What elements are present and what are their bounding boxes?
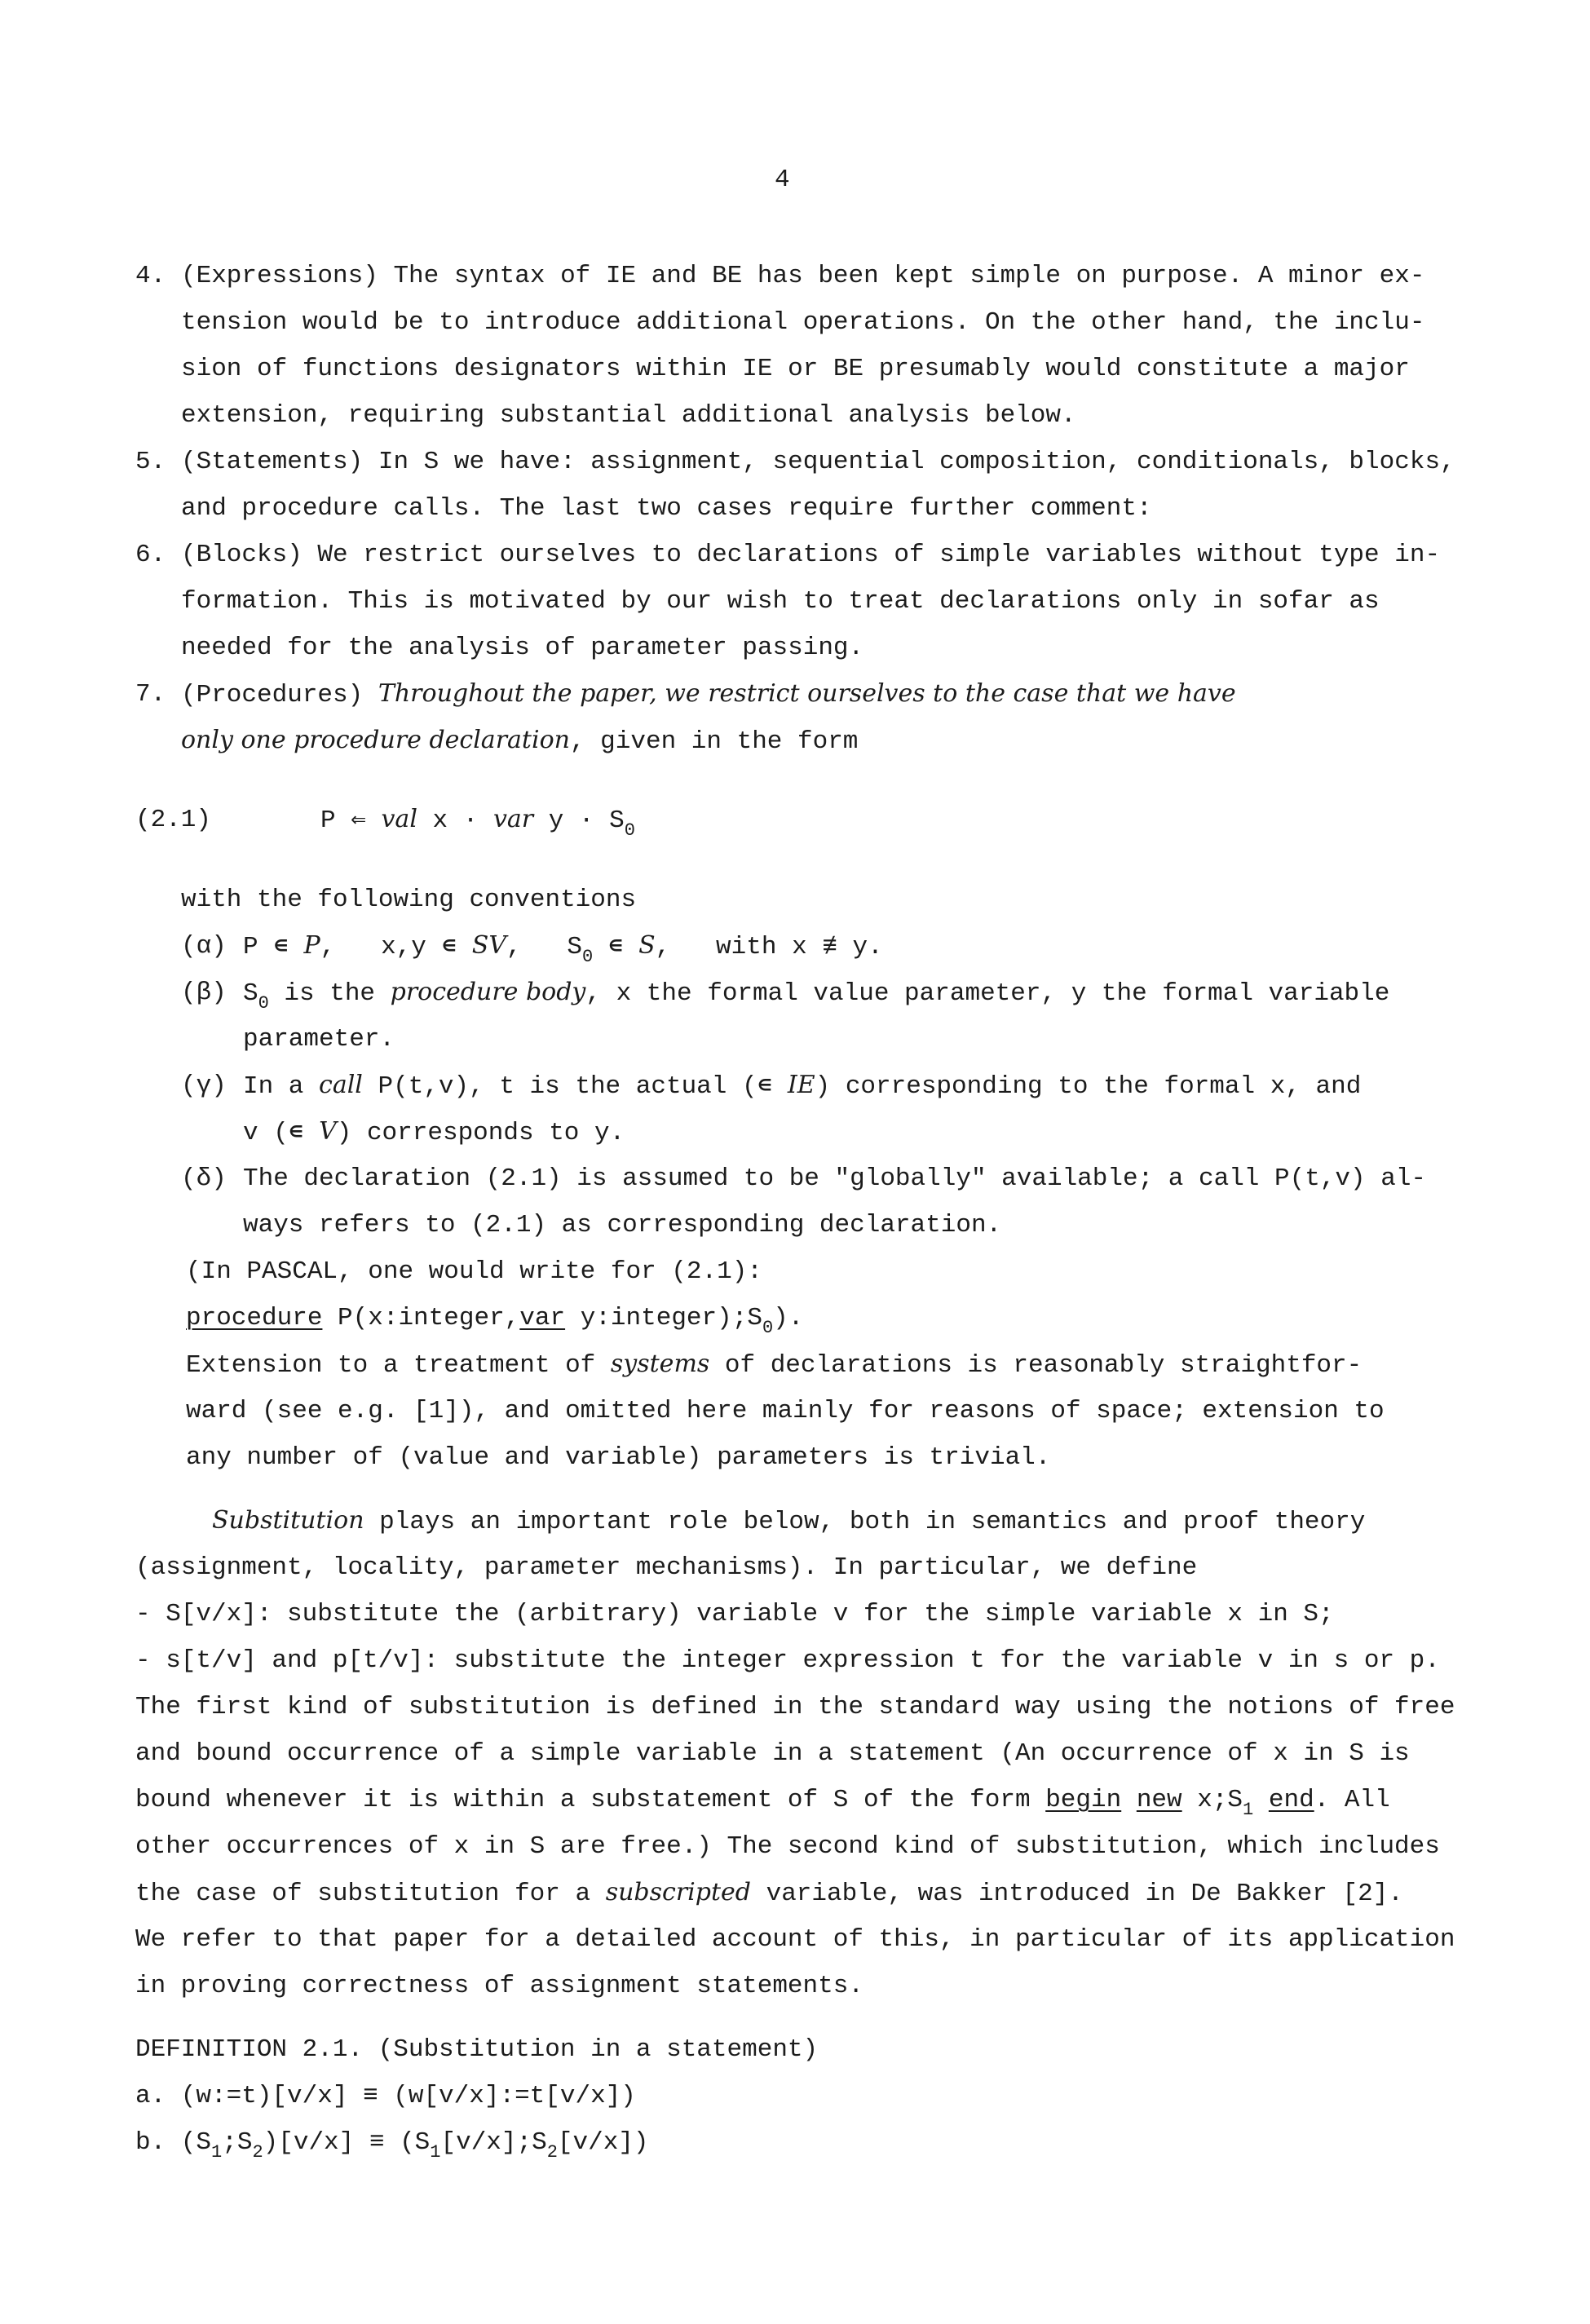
- substitution-line-3: - S[v/x]: substitute the (arbitrary) variable v for the simple variable x in S;: [135, 1600, 1334, 1628]
- substitution-l9a: the case of substitution for a: [135, 1880, 606, 1908]
- substitution-l1b: plays an important role below, both in semantics and proof theory: [364, 1508, 1366, 1536]
- formula-var: var: [492, 805, 534, 833]
- item-7-heading: (Procedures): [181, 681, 378, 709]
- page-number: 4: [775, 166, 790, 194]
- alpha-sub: 0: [582, 947, 594, 967]
- convention-gamma-label: (γ): [181, 1071, 227, 1100]
- definition-b-mid2: )[v/x] ≡ (S: [263, 2128, 431, 2157]
- definition-b-sub-2: 2: [252, 2142, 263, 2163]
- definition-b-sub-4: 2: [546, 2142, 558, 2163]
- substitution-line-7: [135, 1786, 1390, 1820]
- item-7-line-2: [181, 728, 858, 754]
- item-6-line-1: (Blocks) We restrict ourselves to declarations of simple variables without type in-: [181, 541, 1441, 569]
- conventions-intro: with the following conventions: [181, 886, 637, 914]
- convention-delta-line-2: ways refers to (2.1) as corresponding declaration.: [243, 1211, 1002, 1239]
- formula-p: P ⇐: [320, 806, 382, 835]
- pascal-intro: (In PASCAL, one would write for (2.1):: [186, 1257, 762, 1286]
- item-7-number: 7.: [135, 680, 166, 709]
- definition-title: DEFINITION 2.1. (Substitution in a statement): [135, 2035, 819, 2064]
- formula-2-1-label: (2.1): [135, 806, 212, 834]
- convention-alpha-label: (α): [181, 932, 227, 961]
- beta-b: is the: [268, 979, 391, 1008]
- gamma-call: call: [319, 1071, 363, 1099]
- item-7-line-2-rest: , given in the form: [569, 727, 859, 756]
- alpha-S: S: [638, 931, 656, 960]
- substitution-l7-sub: 1: [1243, 1800, 1254, 1820]
- extension-line-3: any number of (value and variable) parameters is trivial.: [186, 1443, 1051, 1472]
- convention-beta-line-2: parameter.: [243, 1025, 395, 1054]
- substitution-word: Substitution: [212, 1506, 364, 1535]
- pascal-declaration: [186, 1304, 804, 1338]
- substitution-subscripted: subscripted: [605, 1878, 751, 1906]
- substitution-line-9: [135, 1880, 1403, 1906]
- formula-x: x ·: [417, 806, 493, 835]
- definition-b-sub-3: 1: [430, 2142, 441, 2163]
- alpha-b: , x,y ∊: [320, 933, 472, 961]
- formula-2-1: [320, 805, 635, 841]
- substitution-line-10: We refer to that paper for a detailed account of this, in particular of its application: [135, 1925, 1455, 1954]
- pascal-keyword-var: var: [519, 1304, 566, 1332]
- convention-delta-line-1: The declaration (2.1) is assumed to be "globally" available; a call P(t,v) al-: [243, 1164, 1427, 1193]
- item-4-line-1: (Expressions) The syntax of IE and BE has been kept simple on purpose. A minor ex-: [181, 262, 1425, 290]
- item-6-line-3: needed for the analysis of parameter passing.: [181, 634, 864, 662]
- item-6-number: 6.: [135, 541, 166, 569]
- substitution-line-11: in proving correctness of assignment statements.: [135, 1972, 863, 2000]
- formula-val: val: [381, 805, 417, 833]
- item-7-emphasis-2: only one procedure declaration: [181, 726, 570, 754]
- item-7-emphasis-1: Throughout the paper, we restrict ourselves to the case that we have: [378, 679, 1236, 708]
- keyword-new: new: [1136, 1786, 1182, 1814]
- alpha-SV: SV: [471, 931, 506, 960]
- formula-sub: 0: [624, 820, 635, 841]
- convention-beta-line-1: [243, 978, 1390, 1014]
- substitution-line-4: - s[t/v] and p[t/v]: substitute the integer expression t for the variable v in s or p.: [135, 1646, 1440, 1675]
- formula-y: y · S: [533, 806, 625, 835]
- pascal-keyword-procedure: procedure: [186, 1304, 323, 1332]
- keyword-end: end: [1268, 1786, 1314, 1814]
- extension-b: of declarations is reasonably straightfor-: [709, 1351, 1363, 1380]
- beta-a: S: [243, 979, 258, 1008]
- convention-gamma-line-2: [243, 1117, 625, 1147]
- keyword-begin: begin: [1045, 1786, 1122, 1814]
- extension-line-2: ward (see e.g. [1]), and omitted here mainly for reasons of space; extension to: [186, 1397, 1385, 1425]
- gamma-b: P(t,v), t is the actual (∊: [362, 1072, 788, 1101]
- gamma-a: In a: [243, 1072, 320, 1101]
- substitution-l7b: x;S: [1181, 1786, 1243, 1814]
- pascal-a: P(x:integer,: [322, 1304, 520, 1332]
- substitution-l7c: . All: [1314, 1786, 1390, 1814]
- item-5-line-1: (Statements) In S we have: assignment, sequential composition, conditionals, blocks,: [181, 448, 1455, 476]
- convention-beta-label: (β): [181, 979, 227, 1007]
- pascal-sub: 0: [762, 1318, 774, 1338]
- gamma-l2a: v (∊: [243, 1119, 320, 1147]
- substitution-line-1: [212, 1506, 1366, 1536]
- gamma-l2b: ) corresponds to y.: [336, 1119, 625, 1147]
- definition-a: a. (w:=t)[v/x] ≡ (w[v/x]:=t[v/x]): [135, 2082, 636, 2110]
- item-4-line-4: extension, requiring substantial additional analysis below.: [181, 401, 1076, 430]
- beta-procedure-body: procedure body: [390, 978, 586, 1006]
- alpha-a: P ∊: [243, 933, 304, 961]
- pascal-b: y:integer);S: [565, 1304, 762, 1332]
- definition-b-mid3: [v/x];S: [440, 2128, 547, 2157]
- substitution-line-2: (assignment, locality, parameter mechanisms). In particular, we define: [135, 1553, 1198, 1582]
- item-4-line-2: tension would be to introduce additional operations. On the other hand, the inclu-: [181, 308, 1425, 337]
- convention-alpha: [243, 931, 883, 967]
- beta-sub: 0: [258, 993, 269, 1014]
- substitution-line-6: and bound occurrence of a simple variable in a statement (An occurrence of x in S is: [135, 1739, 1410, 1768]
- gamma-V: V: [319, 1117, 337, 1146]
- substitution-l7a: bound whenever it is within a substatement of S of the form: [135, 1786, 1046, 1814]
- substitution-l9b: variable, was introduced in De Bakker [2].: [750, 1880, 1403, 1908]
- pascal-c: ).: [773, 1304, 804, 1332]
- definition-b-end: [v/x]): [557, 2128, 649, 2157]
- alpha-c: , S: [506, 933, 582, 961]
- convention-gamma-line-1: [243, 1073, 1361, 1099]
- item-4-line-3: sion of functions designators within IE or BE presumably would constitute a major: [181, 355, 1410, 383]
- item-5-line-2: and procedure calls. The last two cases require further comment:: [181, 494, 1152, 523]
- alpha-P: P: [303, 931, 320, 960]
- item-5-number: 5.: [135, 448, 166, 476]
- definition-b-mid1: ;S: [222, 2128, 253, 2157]
- alpha-d: ∊: [593, 933, 639, 961]
- gamma-IE: IE: [787, 1071, 815, 1099]
- substitution-line-5: The first kind of substitution is defined in the standard way using the notions of free: [135, 1693, 1455, 1721]
- gamma-c: ) corresponding to the formal x, and: [815, 1072, 1362, 1101]
- extension-line-1: [186, 1352, 1362, 1378]
- definition-b-pre: b. (S: [135, 2128, 212, 2157]
- item-7-line-1: [181, 679, 1236, 709]
- substitution-line-8: other occurrences of x in S are free.) The second kind of substitution, which includes: [135, 1832, 1440, 1861]
- beta-c: , x the formal value parameter, y the formal variable: [585, 979, 1390, 1008]
- extension-a: Extension to a treatment of: [186, 1351, 611, 1380]
- item-4-number: 4.: [135, 262, 166, 290]
- extension-systems: systems: [610, 1350, 710, 1378]
- definition-b: [135, 2128, 649, 2163]
- definition-b-sub-1: 1: [211, 2142, 223, 2163]
- alpha-e: , with x ≢ y.: [655, 933, 883, 961]
- item-6-line-2: formation. This is motivated by our wish to treat declarations only in sofar as: [181, 587, 1380, 616]
- convention-delta-label: (δ): [181, 1164, 227, 1193]
